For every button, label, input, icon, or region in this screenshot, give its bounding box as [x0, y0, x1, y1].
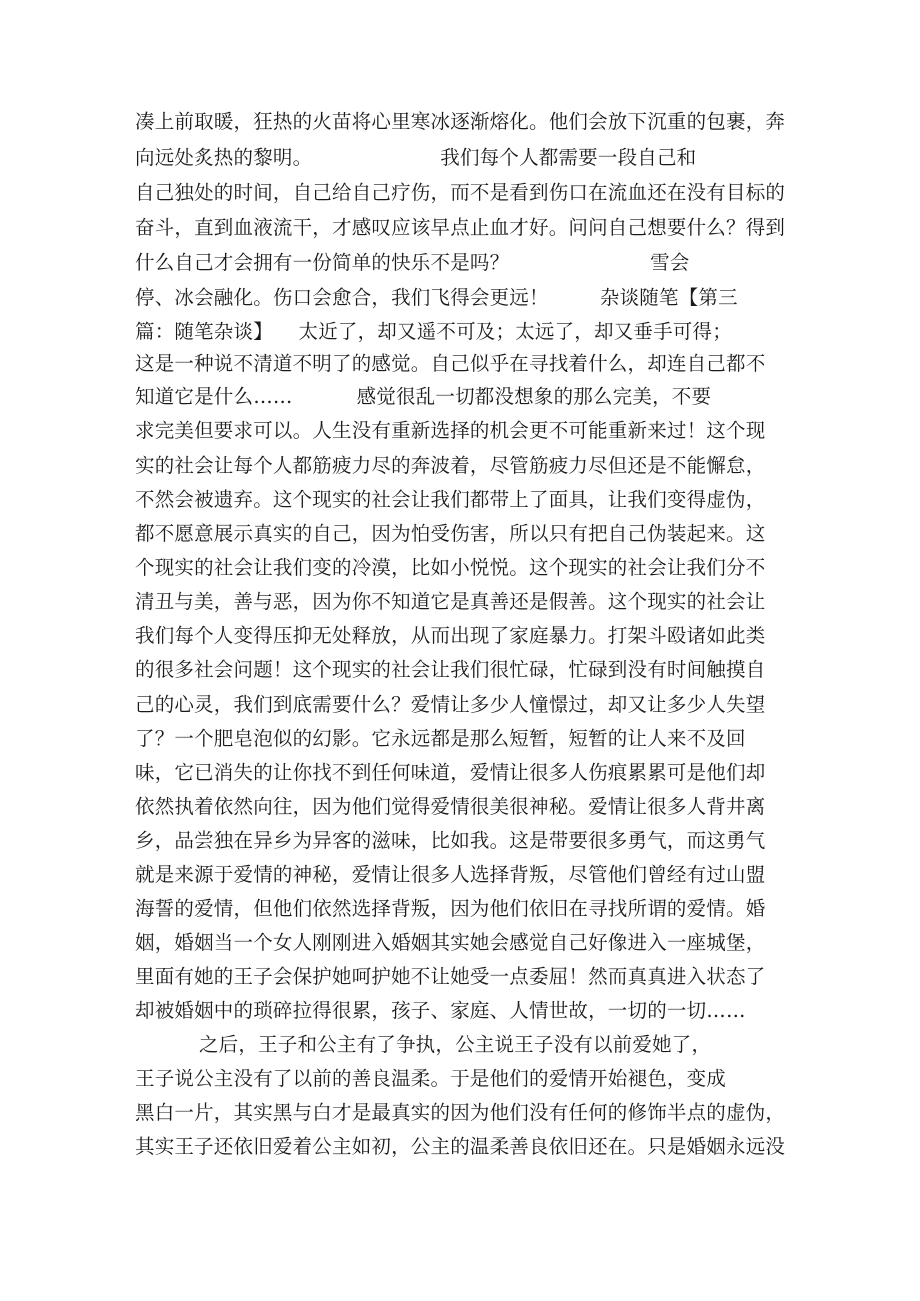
text-line: 自己独处的时间，自己给自己疗伤，而不是看到伤口在流血还在没有目标的: [135, 181, 786, 204]
text-line: 求完美但要求可以。人生没有重新选择的机会更不可能重新来过！这个现: [135, 419, 766, 442]
text-line: 黑白一片，其实黑与白才是最真实的因为他们没有任何的修饰半点的虚伪，: [135, 1101, 786, 1124]
text-line: 其实王子还依旧爱着公主如初，公主的温柔善良依旧还在。只是婚姻永远没: [135, 1135, 786, 1158]
text-line: 之后，王子和公主有了争执，公主说王子没有以前爱她了，: [135, 1033, 712, 1056]
text-line: 就是来源于爱情的神秘，爱情让很多人选择背叛，尽管他们曾经有过山盟: [135, 863, 766, 886]
text-line: 己的心灵，我们到底需要什么？爱情让多少人憧憬过，却又让多少人失望: [135, 693, 766, 716]
text-line: 却被婚姻中的琐碎拉得很累，孩子、家庭、人情世故，一切的一切……: [135, 999, 746, 1022]
text-line: 了？一个肥皂泡似的幻影。它永远都是那么短暂，短暂的让人来不及回: [135, 727, 746, 750]
text-line: 不然会被遗弃。这个现实的社会让我们都带上了面具，让我们变得虚伪，: [135, 488, 766, 511]
text-line: 乡，品尝独在异乡为异客的滋味，比如我。这是带要很多勇气，而这勇气: [135, 829, 766, 852]
text-line: 向远处炙热的黎明。 我们每个人都需要一段自己和: [135, 146, 697, 169]
text-line: 的很多社会问题！这个现实的社会让我们很忙碌，忙碌到没有时间触摸自: [135, 658, 766, 681]
text-line: 奋斗，直到血液流干，才感叹应该早点止血才好。问问自己想要什么？得到: [135, 216, 786, 239]
text-line: 王子说公主没有了以前的善良温柔。于是他们的爱情开始褪色，变成: [135, 1067, 727, 1090]
text-line: 我们每个人变得压抑无处释放，从而出现了家庭暴力。打架斗殴诸如此类: [135, 624, 766, 647]
text-line: 里面有她的王子会保护她呵护她不让她受一点委屈！然而真真进入状态了: [135, 965, 766, 988]
text-line: 个现实的社会让我们变的冷漠，比如小悦悦。这个现实的社会让我们分不: [135, 556, 766, 579]
text-line: 实的社会让每个人都筋疲力尽的奔波着，尽管筋疲力尽但还是不能懈怠，: [135, 454, 766, 477]
text-line: 清丑与美，善与恶，因为你不知道它是真善还是假善。这个现实的社会让: [135, 590, 766, 613]
text-line: 知道它是什么…… 感觉很乱一切都没想象的那么完美，不要: [135, 385, 712, 408]
text-line: 味，它已消失的让你找不到任何味道，爱情让很多人伤痕累累可是他们却: [135, 761, 766, 784]
text-line: 这是一种说不清道不明了的感觉。自己似乎在寻找着什么，却连自己都不: [135, 352, 766, 375]
text-line: 篇：随笔杂谈】 太近了，却又遥不可及；太远了，却又垂手可得；: [135, 320, 732, 343]
text-line: 海誓的爱情，但他们依然选择背叛，因为他们依旧在寻找所谓的爱情。婚: [135, 897, 766, 920]
text-line: 姻，婚姻当一个女人刚刚进入婚姻其实她会感觉自己好像进入一座城堡，: [135, 931, 766, 954]
text-line: 什么自己才会拥有一份简单的快乐不是吗？ 雪会: [135, 251, 690, 274]
text-line: 停、冰会融化。伤口会愈合，我们飞得会更远！ 杂谈随笔【第三: [135, 286, 738, 309]
text-line: 依然执着依然向往，因为他们觉得爱情很美很神秘。爱情让很多人背井离: [135, 795, 766, 818]
text-line: 凑上前取暖，狂热的火苗将心里寒冰逐渐熔化。他们会放下沉重的包裹，奔: [135, 110, 786, 133]
text-line: 都不愿意展示真实的自己，因为怕受伤害，所以只有把自己伪装起来。这: [135, 522, 766, 545]
